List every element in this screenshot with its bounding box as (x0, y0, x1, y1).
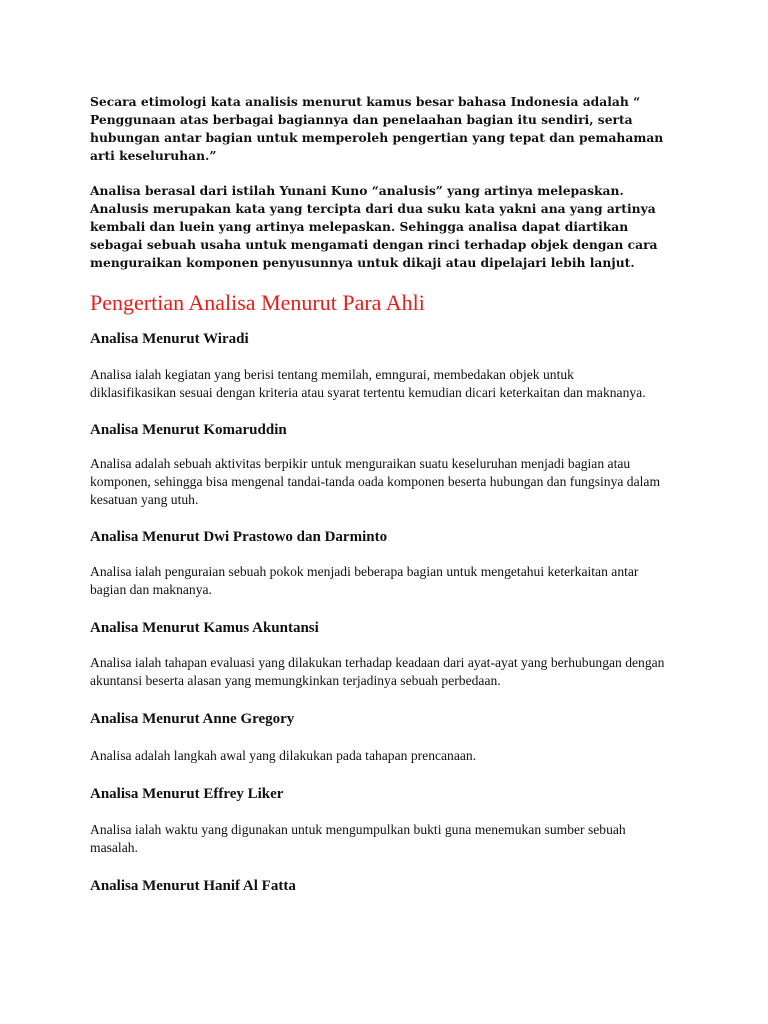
intro-paragraph-etymology: Secara etimologi kata analisis menurut kamus besar bahasa Indonesia adalah “ Penggunaan atas berbagai bagiannya dan penelaahan bagian itu sendiri, serta hubungan antar bagian untuk memperoleh pengertian yang tepat dan pemahaman arti keseluruhan.” (90, 94, 664, 163)
intro-paragraph-origin: Analisa berasal dari istilah Yunani Kuno “analusis” yang artinya melepaskan. Analusis merupakan kata yang tercipta dari dua suku kata yakni ana yang artinya kembali dan luein yang artinya melepaskan. Sehingga analisa dapat diartikan sebagai sebuah usaha untuk mengamati dengan rinci terhadap objek dengan cara menguraikan komponen penyusunnya untuk dikaji atau dipelajari lebih lanjut. (90, 183, 658, 270)
expert-body: Analisa adalah langkah awal yang dilakukan pada tahapan prencanaan. (90, 748, 477, 763)
document-content (90, 93, 690, 896)
expert-heading: Analisa Menurut Komaruddin (90, 422, 287, 438)
section-title: Pengertian Analisa Menurut Para Ahli (90, 290, 425, 315)
expert-heading: Analisa Menurut Effrey Liker (90, 786, 284, 802)
expert-wiradi (90, 329, 690, 402)
expert-anne-gregory (90, 709, 690, 765)
expert-dwi-prastowo-darminto (90, 527, 690, 599)
expert-effrey-liker (90, 784, 690, 857)
expert-body: Analisa ialah waktu yang digunakan untuk mengumpulkan bukti guna menemukan sumber sebuah masalah. (90, 822, 626, 855)
expert-kamus-akuntansi (90, 618, 690, 690)
expert-heading: Analisa Menurut Anne Gregory (90, 711, 295, 727)
expert-hanif-al-fatta (90, 876, 690, 896)
expert-heading: Analisa Menurut Hanif Al Fatta (90, 878, 296, 894)
expert-heading: Analisa Menurut Kamus Akuntansi (90, 620, 319, 636)
expert-body: Analisa ialah penguraian sebuah pokok menjadi beberapa bagian untuk mengetahui keterkaitan antar bagian dan maknanya. (90, 564, 639, 597)
expert-komaruddin (90, 420, 690, 509)
expert-body: Analisa adalah sebuah aktivitas berpikir untuk menguraikan suatu keseluruhan menjadi bagian atau komponen, sehingga bisa mengenal tandai-tanda oada komponen beserta hubungan dan fungsinya dalam kesatuan yang utuh. (90, 456, 661, 507)
expert-body: Analisa ialah kegiatan yang berisi tentang memilah, emngurai, membedakan objek untuk diklasifikasikan sesuai dengan kriteria atau syarat tertentu kemudian dicari keterkaitan dan maknanya. (90, 367, 646, 400)
expert-body: Analisa ialah tahapan evaluasi yang dilakukan terhadap keadaan dari ayat-ayat yang berhubungan dengan akuntansi beserta alasan yang memungkinkan terjadinya sebuah perbedaan. (90, 655, 665, 688)
expert-heading: Analisa Menurut Wiradi (90, 331, 249, 347)
expert-heading: Analisa Menurut Dwi Prastowo dan Darminto (90, 529, 388, 545)
